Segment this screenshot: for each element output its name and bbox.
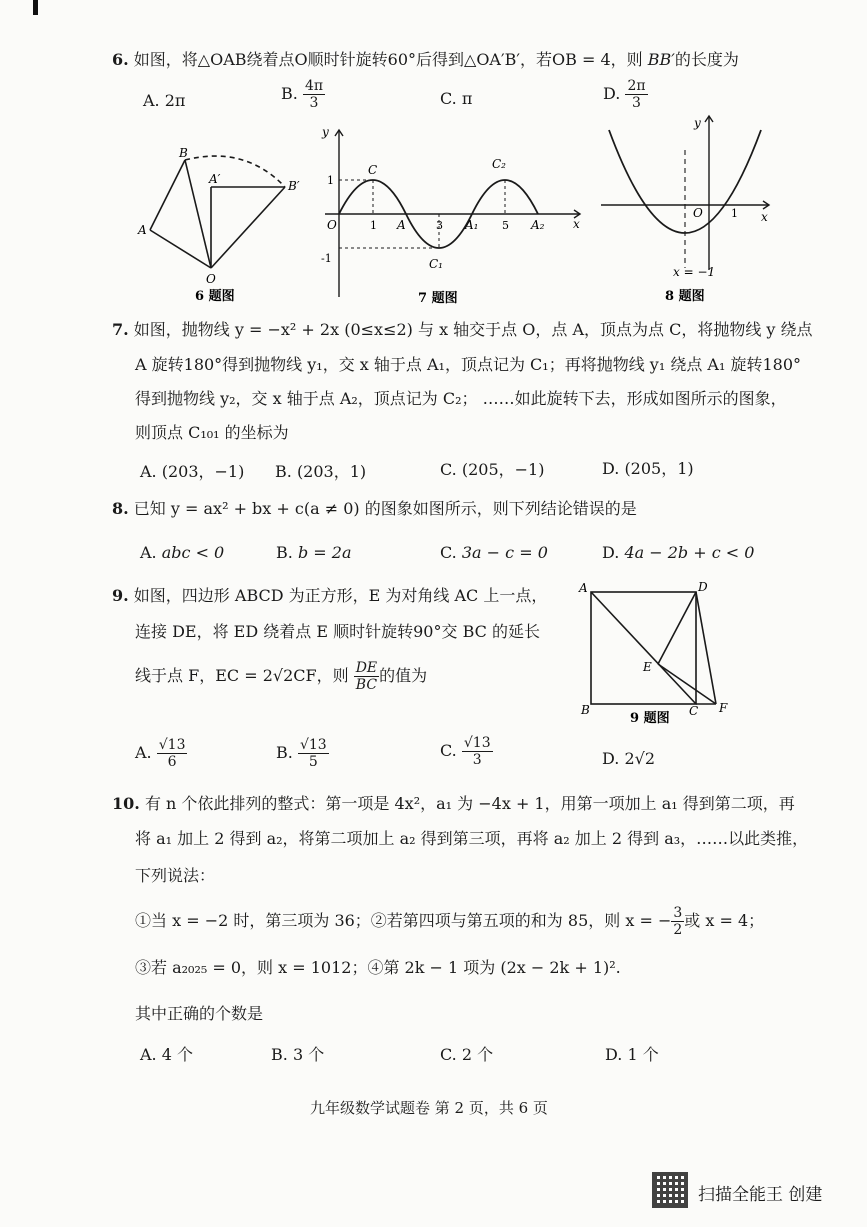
numerator: √13 (158, 737, 186, 753)
q6-number: 6. (112, 50, 129, 69)
q6-arc: BB′ (647, 50, 675, 69)
q9-text-end: 的值为 (379, 666, 428, 685)
fig6-label: A (138, 223, 147, 237)
fig6-label: B′ (288, 179, 300, 193)
option-label: B. (281, 84, 298, 103)
q10-statement-2: ③若 a₂₀₂₅ = 0，则 x = 1012；④第 2k − 1 项为 (2x − 2k + 1)². (135, 958, 621, 977)
q7-text: 如图，抛物线 y = −x² + 2x (0≤x≤2) 与 x 轴交于点 O，点 A，顶点为点 C，将抛物线 y 绕点 (133, 320, 813, 339)
fraction (303, 78, 325, 111)
q9-option-b (276, 737, 329, 770)
fig9-label: A (579, 581, 588, 595)
tick-label: 1 (327, 174, 334, 187)
numerator: 3 (673, 905, 683, 921)
axis-line-label: x = −1 (673, 265, 716, 279)
q10-text: ①当 x = −2 时，第三项为 36；②若第四项与第五项的和为 85，则 x = − (135, 911, 672, 930)
page-footer: 九年级数学试题卷 第 2 页，共 6 页 (310, 1099, 548, 1117)
q8-option-a (140, 543, 224, 562)
fraction (671, 905, 684, 938)
origin-label: O (693, 206, 703, 220)
point-label: A₁ (465, 218, 479, 232)
option-label: A. (140, 1045, 157, 1064)
q6-stem-text: 如图，将△OAB绕着点O顺时针旋转60°后得到△OA′B′，若OB = 4，则 (133, 50, 643, 69)
point-label: C (368, 163, 378, 177)
figure-9 (575, 578, 735, 726)
point-label: C₂ (492, 157, 506, 171)
q9-option-a (135, 737, 187, 770)
option-label: D. (605, 1045, 623, 1064)
q9-line-1 (112, 586, 547, 606)
q8-option-d (602, 543, 754, 562)
denominator: 3 (309, 95, 319, 111)
fraction (157, 737, 188, 770)
fig9-label: B (581, 703, 590, 717)
option-label: C. (440, 1045, 457, 1064)
option-text: (205，−1) (461, 460, 545, 479)
option-label: B. (276, 543, 293, 562)
point-label: C₁ (429, 257, 443, 271)
option-text: 3 个 (292, 1045, 325, 1064)
origin-label: O (327, 218, 337, 232)
q10-text: 有 n 个依此排列的整式：第一项是 4x²，a₁ 为 −4x + 1，用第一项加上 a₁ 得到第二项，再 (144, 794, 795, 813)
option-label: D. (603, 84, 621, 103)
q6-stem (112, 50, 739, 70)
option-text: 4a − 2b + c < 0 (624, 543, 755, 562)
option-label: D. (602, 459, 620, 478)
option-label: B. (276, 743, 293, 762)
q10-line-2: 将 a₁ 加上 2 得到 a₂，将第二项加上 a₂ 得到第三项，再将 a₂ 加上 2 得到 a₃，……以此类推， (135, 829, 809, 848)
tick-label: 5 (502, 219, 509, 232)
option-label: C. (440, 543, 457, 562)
fig6-label: A′ (209, 172, 221, 186)
option-text: 2 个 (461, 1045, 494, 1064)
q9-number: 9. (112, 586, 129, 605)
fig8-caption: 8 题图 (665, 289, 705, 304)
q7-option-b (275, 459, 366, 482)
tick-label: 1 (370, 219, 377, 232)
denominator: 3 (632, 95, 641, 111)
option-text: 2√2 (624, 749, 655, 768)
fig9-label: C (689, 704, 699, 718)
q9-text: 线于点 F，EC = 2√2CF，则 (135, 666, 349, 685)
option-text: b = 2a (297, 543, 352, 562)
q7-number: 7. (112, 320, 129, 339)
denominator: 6 (167, 754, 177, 770)
fig9-label: D (698, 580, 708, 594)
fig9-caption: 9 题图 (630, 711, 670, 726)
q7-option-d (602, 456, 694, 479)
q10-line-1 (112, 794, 795, 814)
option-label: C. (440, 741, 457, 760)
option-text: (205，1) (624, 459, 694, 478)
q7-line-1 (112, 320, 813, 340)
option-text: π (461, 89, 473, 108)
q10-number: 10. (112, 794, 140, 813)
q7-option-a (140, 459, 244, 482)
point-label: A (397, 218, 406, 232)
figure-6 (135, 140, 310, 305)
q9-option-d (602, 749, 655, 768)
option-label: D. (602, 749, 620, 768)
tick-label: -1 (321, 252, 332, 265)
numerator: 4π (304, 78, 324, 94)
q10-option-d (605, 1042, 659, 1065)
axis-x-label: x (573, 217, 580, 231)
figure-7 (315, 122, 590, 307)
option-label: C. (440, 89, 457, 108)
option-label: A. (135, 743, 152, 762)
numerator: √13 (463, 735, 491, 751)
fig7-caption: 7 题图 (418, 291, 458, 306)
q9-text: 如图，四边形 ABCD 为正方形，E 为对角线 AC 上一点， (133, 586, 548, 605)
q7-option-c (440, 457, 544, 480)
q7-line-3: 得到抛物线 y₂，交 x 轴于点 A₂，顶点记为 C₂； ……如此旋转下去，形成如图所示的图象， (135, 389, 787, 408)
q6-option-b (281, 78, 325, 111)
q10-option-c (440, 1042, 493, 1065)
fig6-label: B (179, 146, 188, 160)
option-text: 3a − c = 0 (461, 543, 548, 562)
fraction (625, 78, 647, 111)
corner-mark (33, 0, 38, 15)
q6-stem-end: 的长度为 (674, 50, 739, 69)
q8-stem (112, 499, 637, 519)
numerator: 2π (627, 78, 646, 94)
q9-option-c (440, 735, 493, 768)
fraction (354, 660, 379, 693)
axis-x-label: x (761, 210, 768, 224)
denominator: 5 (308, 754, 318, 770)
fig6-label: O (206, 272, 216, 286)
q10-text-end: 或 x = 4； (684, 911, 765, 930)
numerator: DE (355, 660, 378, 676)
tick-label: 3 (436, 219, 443, 232)
option-label: A. (140, 462, 157, 481)
option-text: 4 个 (161, 1045, 194, 1064)
denominator: BC (355, 677, 378, 693)
watermark-text: 扫描全能王 创建 (698, 1185, 823, 1205)
q10-line-3: 下列说法： (135, 866, 216, 885)
axis-y-label: y (694, 116, 701, 130)
option-label: A. (143, 91, 160, 110)
tick-label: 1 (731, 207, 738, 220)
q9-line-2: 连接 DE，将 ED 绕着点 E 顺时针旋转90°交 BC 的延长 (135, 622, 540, 641)
q8-number: 8. (112, 499, 129, 518)
point-label: A₂ (531, 218, 545, 232)
fig9-label: E (643, 660, 652, 674)
option-label: A. (140, 543, 157, 562)
q7-line-4: 则顶点 C₁₀₁ 的坐标为 (135, 423, 289, 442)
fraction (298, 737, 329, 770)
option-text: (203，−1) (161, 462, 245, 481)
fig6-caption: 6 题图 (195, 289, 235, 304)
option-text: 2π (164, 91, 186, 110)
option-label: B. (275, 462, 292, 481)
axis-y-label: y (322, 125, 329, 139)
qr-code-icon (652, 1172, 688, 1208)
q6-option-d (603, 78, 648, 111)
q10-option-b (271, 1042, 324, 1065)
option-text: 1 个 (627, 1045, 659, 1064)
q7-line-2: A 旋转180°得到抛物线 y₁，交 x 轴于点 A₁，顶点记为 C₁；再将抛物线 y₁ 绕点 A₁ 旋转180° (135, 355, 802, 374)
q9-line-3 (135, 660, 427, 693)
q8-option-b (276, 543, 351, 562)
q10-statement-3: 其中正确的个数是 (135, 1004, 264, 1023)
q10-statement-1 (135, 905, 764, 938)
figure-8 (597, 110, 777, 306)
option-text: abc < 0 (161, 543, 225, 562)
q6-option-a (143, 91, 185, 110)
q6-option-c (440, 89, 472, 108)
denominator: 2 (673, 922, 683, 938)
q8-option-c (440, 543, 548, 562)
fig9-label: F (719, 701, 728, 715)
option-label: C. (440, 460, 457, 479)
option-text: (203，1) (296, 462, 367, 481)
q8-text: 已知 y = ax² + bx + c(a ≠ 0) 的图象如图所示，则下列结论错误的是 (133, 499, 637, 518)
q10-option-a (140, 1042, 193, 1065)
fraction (462, 735, 493, 768)
numerator: √13 (299, 737, 327, 753)
denominator: 3 (472, 752, 482, 768)
option-label: D. (602, 543, 620, 562)
option-label: B. (271, 1045, 288, 1064)
